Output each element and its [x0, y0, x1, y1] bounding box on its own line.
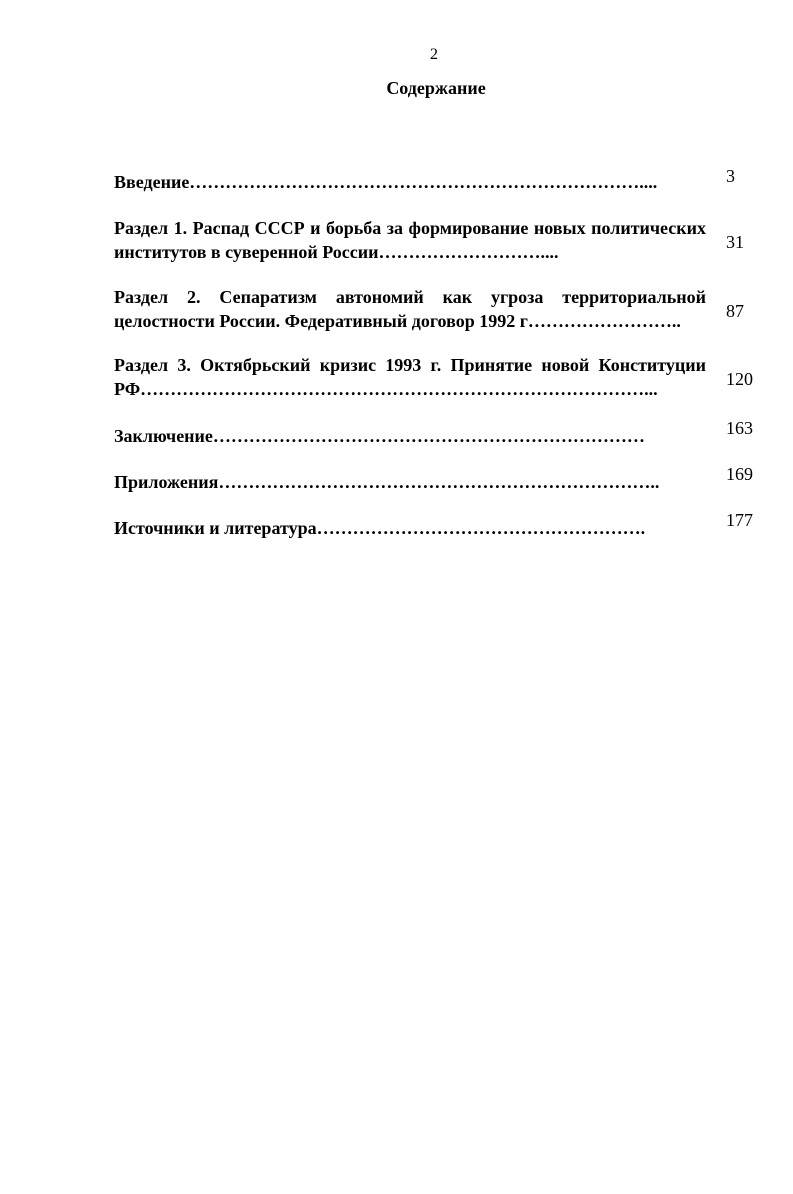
toc-entry-page: 120	[726, 369, 753, 389]
toc-entry-page: 31	[726, 232, 744, 252]
toc-entry-title: Заключение………………………………………………………………	[114, 426, 645, 446]
toc-entry-title: Введение…………………………………………………………………....	[114, 172, 658, 192]
toc-entry-title: Раздел 3. Октябрьский кризис 1993 г. Принятие новой Конституции РФ…………………………………………………………………………...	[114, 355, 706, 399]
toc-entry-page: 163	[726, 418, 753, 438]
toc-entry-title: Приложения………………………………………………………………..	[114, 472, 660, 492]
toc-entry-page: 3	[726, 166, 735, 186]
toc-entry-title: Раздел 2. Сепаратизм автономий как угроза территориальной целостности России. Федеративный договор 1992 г……………………..	[114, 287, 706, 331]
page-number: 2	[430, 46, 438, 63]
toc-entry-title: Источники и литература……………………………………………….	[114, 518, 646, 538]
toc-entry-page: 177	[726, 510, 753, 530]
toc-entry-page: 169	[726, 464, 753, 484]
page-title: Содержание	[386, 78, 486, 98]
toc-entry-title: Раздел 1. Распад СССР и борьба за формирование новых политических институтов в суверенной России………………………....	[114, 218, 706, 262]
toc-entry-page: 87	[726, 301, 744, 321]
